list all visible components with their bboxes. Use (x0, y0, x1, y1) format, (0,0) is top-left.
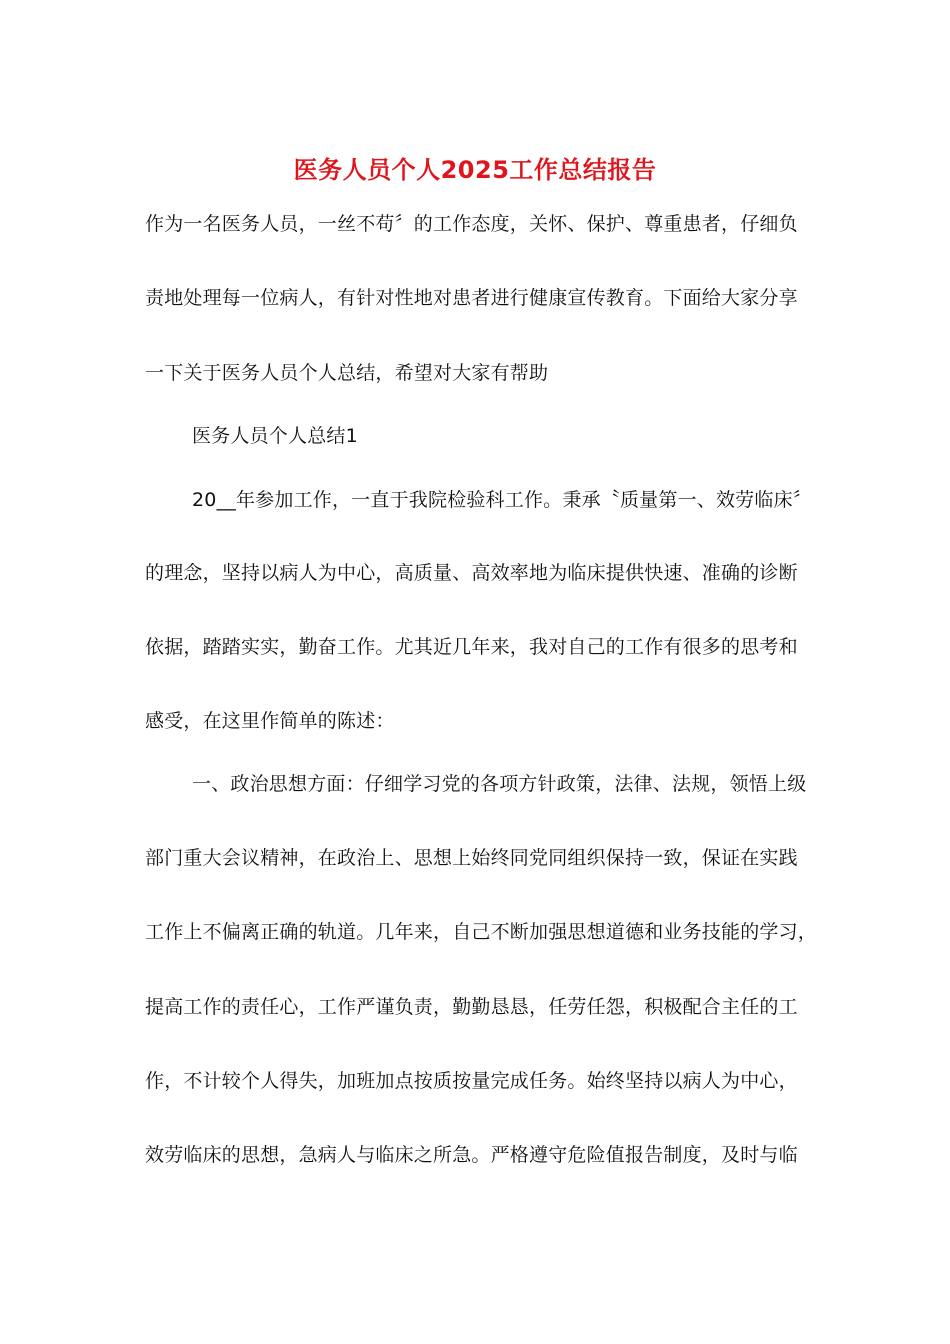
paragraph-line: 一下关于医务人员个人总结，希望对大家有帮助 (145, 362, 549, 384)
paragraph-line: 部门重大会议精神，在政治上、思想上始终同党同组织保持一致，保证在实践 (145, 847, 798, 869)
paragraph-line: 提高工作的责任心，工作严谨负责，勤勤恳恳，任劳任怨，积极配合主任的工 (145, 996, 798, 1018)
paragraph-line: 责地处理每一位病人，有针对性地对患者进行健康宣传教育。下面给大家分享 (145, 287, 798, 309)
paragraph-line: 20__年参加工作，一直于我院检验科工作。秉承〝质量第一、效劳临床〞 (192, 489, 812, 511)
document-title: 医务人员个人2025工作总结报告 (293, 156, 657, 184)
paragraph-line: 感受，在这里作简单的陈述： (145, 710, 395, 732)
paragraph-line: 的理念，坚持以病人为中心，高质量、高效率地为临床提供快速、准确的诊断 (145, 562, 798, 584)
paragraph-line: 依据，踏踏实实，勤奋工作。尤其近几年来，我对自己的工作有很多的思考和 (145, 636, 798, 658)
paragraph-line: 工作上不偏离正确的轨道。几年来，自己不断加强思想道德和业务技能的学习， (145, 921, 818, 943)
paragraph-line: 作，不计较个人得失，加班加点按质按量完成任务。始终坚持以病人为中心， (145, 1070, 798, 1092)
paragraph-line: 作为一名医务人员，一丝不苟〞的工作态度，关怀、保护、尊重患者，仔细负 (145, 213, 798, 235)
section-heading: 医务人员个人总结1 (192, 425, 358, 447)
paragraph-line: 一、政治思想方面：仔细学习党的各项方针政策，法律、法规，领悟上级 (192, 773, 807, 795)
paragraph-line: 效劳临床的思想，急病人与临床之所急。严格遵守危险值报告制度，及时与临 (145, 1144, 798, 1166)
